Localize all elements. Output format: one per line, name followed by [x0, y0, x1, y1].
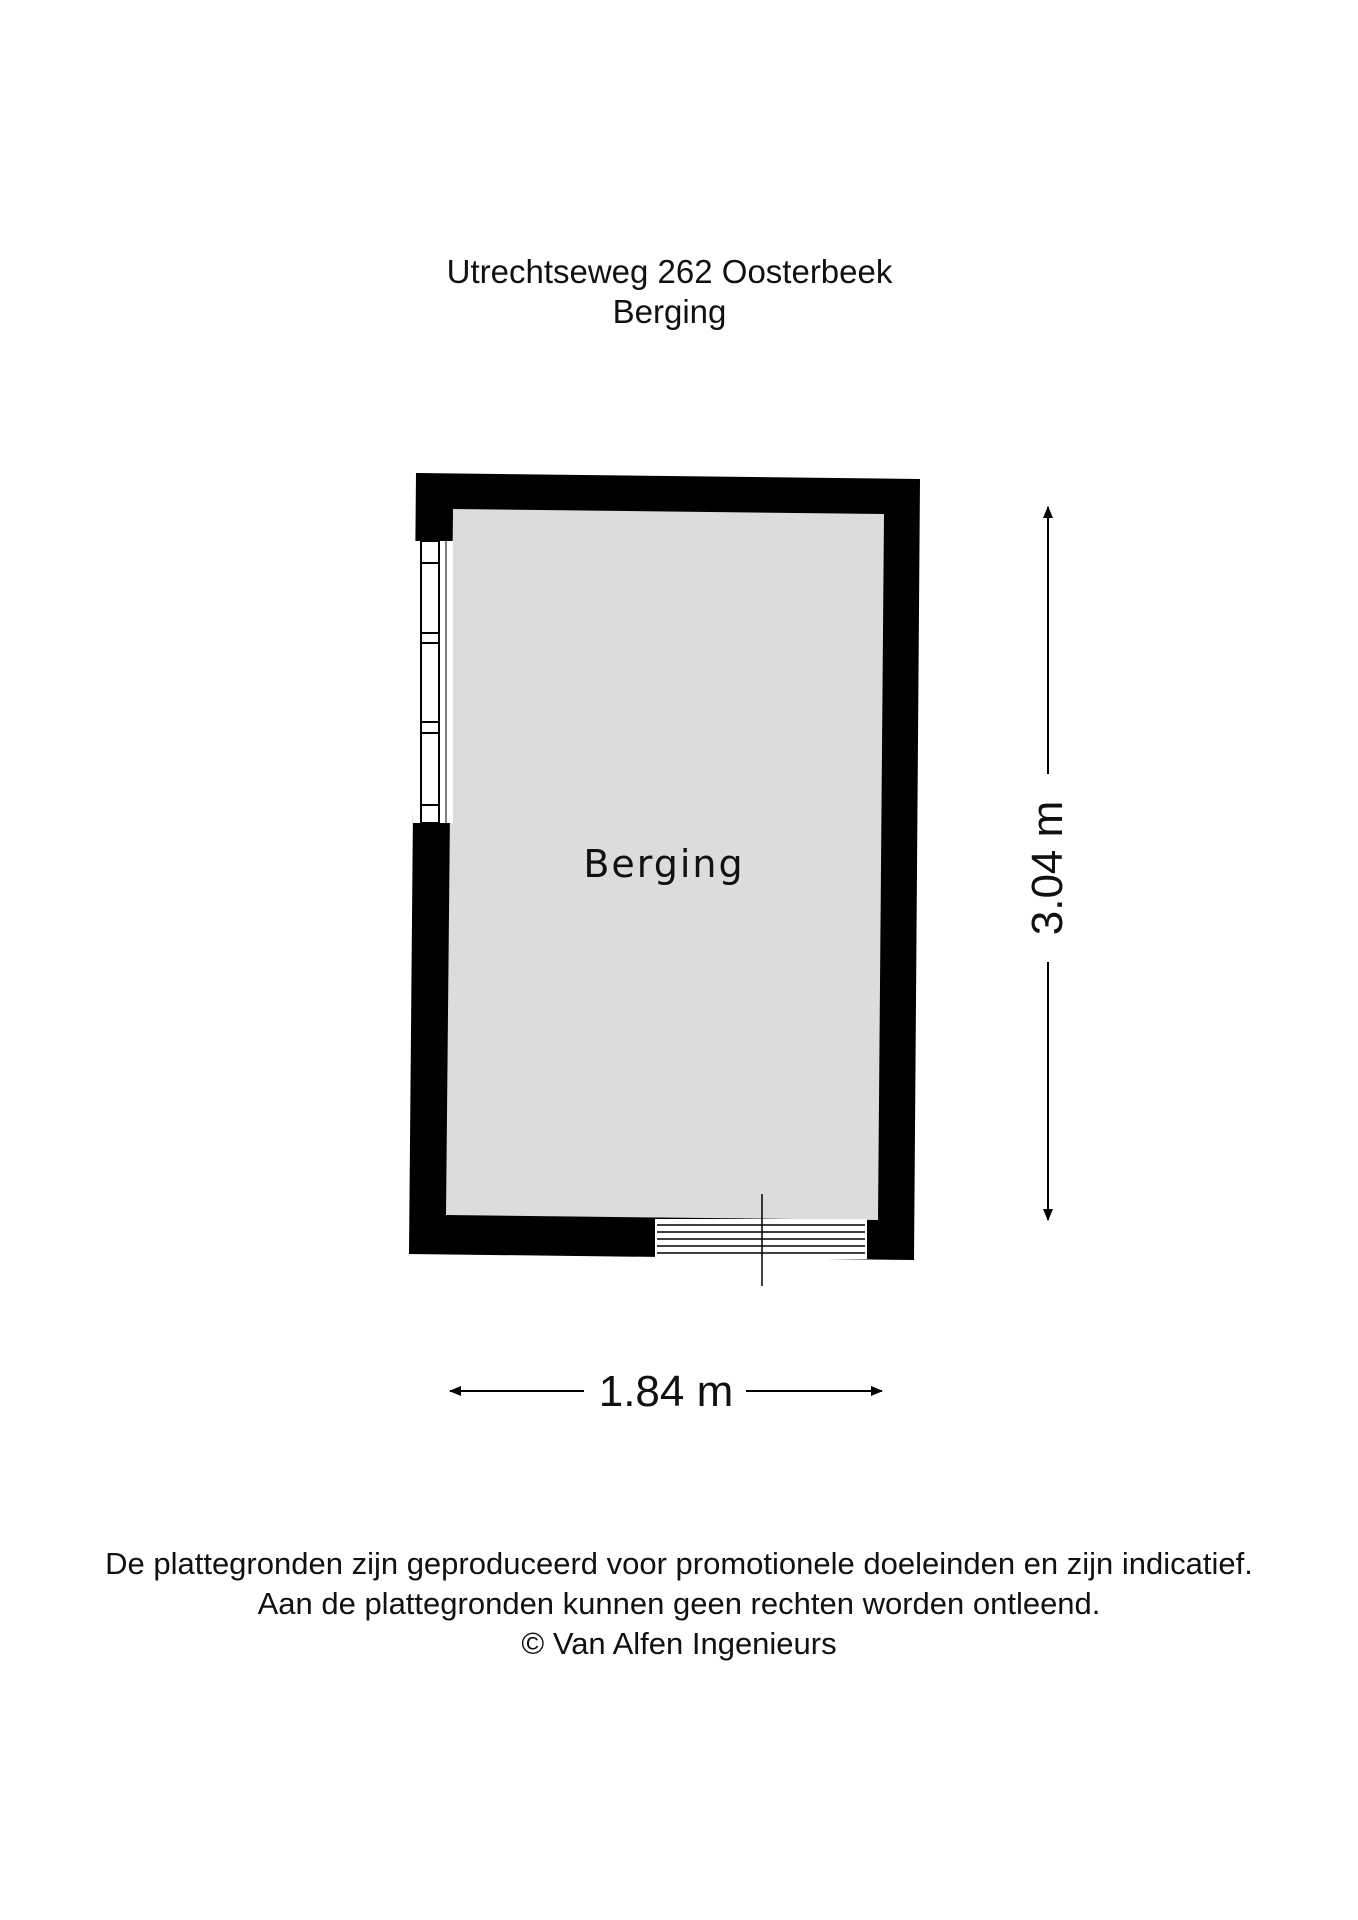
floor-subtitle: Berging — [612, 293, 727, 330]
copyright-line: © Van Alfen Ingenieurs — [521, 1626, 837, 1661]
address-title: Utrechtseweg 262 Oosterbeek — [446, 253, 893, 290]
disclaimer-line-1: De plattegronden zijn geproduceerd voor promotionele doeleinden en zijn indicatief. — [105, 1546, 1253, 1581]
disclaimer — [0, 1544, 1358, 1664]
width-dimension — [450, 1367, 882, 1416]
room-label: Berging — [583, 842, 745, 886]
disclaimer-line-2: Aan de plattegronden kunnen geen rechten worden ontleend. — [257, 1586, 1101, 1621]
width-dimension-label: 1.84 m — [598, 1367, 734, 1416]
left-window — [413, 541, 453, 823]
height-dimension-label: 3.04 m — [1023, 800, 1072, 936]
height-dimension — [1023, 507, 1072, 1220]
